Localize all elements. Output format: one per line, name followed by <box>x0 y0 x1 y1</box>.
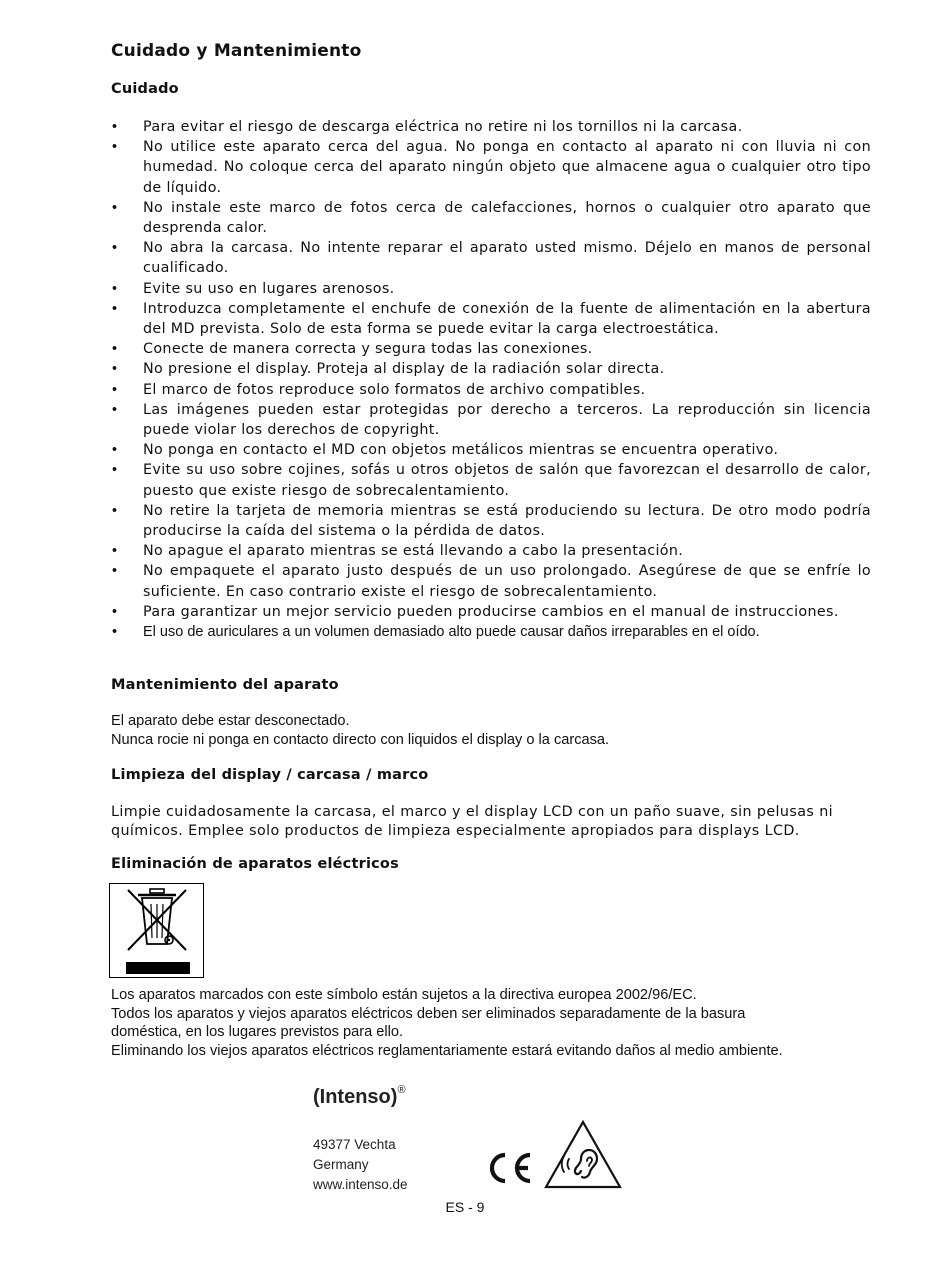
text-line: químicos. Emplee solo productos de limpieza especialmente apropiados para displays LCD. <box>111 822 800 839</box>
text-line: Los aparatos marcados con este símbolo están sujetos a la directiva europea 2002/96/EC. <box>111 987 697 1003</box>
list-item: • Conecte de manera correcta y segura todas las conexiones. <box>111 339 871 359</box>
list-item: • No instale este marco de fotos cerca de calefacciones, hornos o cualquier otro aparato que desprenda calor. <box>111 198 871 238</box>
care-heading: Cuidado <box>111 81 179 97</box>
list-item: • Evite su uso sobre cojines, sofás u otros objetos de salón que favorezcan el desarrollo de calor, puesto que existe riesgo de sobrecalentamiento. <box>111 460 871 500</box>
list-item: • Para garantizar un mejor servicio pueden producirse cambios en el manual de instrucciones. <box>111 602 871 622</box>
list-item: • Evite su uso en lugares arenosos. <box>111 279 871 299</box>
list-item: • No abra la carcasa. No intente reparar el aparato usted mismo. Déjelo en manos de personal cualificado. <box>111 238 871 278</box>
text-line: Nunca rocie ni ponga en contacto directo con liquidos el display o la carcasa. <box>111 731 610 748</box>
ce-mark-icon <box>484 1150 534 1190</box>
text-line: Eliminando los viejos aparatos eléctricos reglamentariamente estará evitando daños al medio ambiente. <box>111 1042 783 1059</box>
text-line: Limpie cuidadosamente la carcasa, el marco y el display LCD con un paño suave, sin pelusas ni <box>111 804 834 820</box>
cleaning-heading: Limpieza del display / carcasa / marco <box>111 767 429 783</box>
brand-name: (Intenso) <box>313 1086 398 1108</box>
list-item: • No empaquete el aparato justo después de un uso prolongado. Asegúrese de que se enfríe lo suficiente. En caso contrario existe el riesgo de sobrecalentamiento. <box>111 561 871 601</box>
list-item: • No apague el aparato mientras se está llevando a cabo la presentación. <box>111 541 871 561</box>
address-line: www.intenso.de <box>313 1177 408 1192</box>
text-line: doméstica, en los lugares previstos para ello. <box>111 1024 404 1040</box>
maintenance-heading: Mantenimiento del aparato <box>111 677 339 693</box>
brand-logo <box>313 1086 406 1109</box>
text-line: El aparato debe estar desconectado. <box>111 713 350 729</box>
list-item: • Para evitar el riesgo de descarga eléctrica no retire ni los tornillos ni la carcasa. <box>111 117 871 137</box>
address-line: 49377 Vechta <box>313 1137 396 1152</box>
registered-mark: ® <box>397 1084 406 1096</box>
care-list <box>111 117 871 642</box>
disposal-text <box>111 986 871 1060</box>
weee-crossed-bin-icon <box>109 883 204 978</box>
hearing-warning-icon <box>543 1119 623 1195</box>
list-item: • Introduzca completamente el enchufe de conexión de la fuente de alimentación en la abertura del MD prevista. Solo de esta forma se puede evitar la carga electroestática. <box>111 299 871 339</box>
list-item: • No utilice este aparato cerca del agua. No ponga en contacto al aparato ni con lluvia ni con humedad. No coloque cerca del aparato ningún objeto que almacene agua o cualquier otro tipo de líquido. <box>111 137 871 198</box>
disposal-heading: Eliminación de aparatos eléctricos <box>111 856 399 872</box>
manufacturer-address <box>313 1135 408 1195</box>
cleaning-text <box>111 803 871 840</box>
list-item: • No ponga en contacto el MD con objetos metálicos mientras se encuentra operativo. <box>111 440 871 460</box>
maintenance-text <box>111 712 871 749</box>
page-number: ES - 9 <box>445 1199 485 1215</box>
text-line: Todos los aparatos y viejos aparatos eléctricos deben ser eliminados separadamente de la basura <box>111 1005 746 1022</box>
page-title: Cuidado y Mantenimiento <box>111 41 362 61</box>
list-item: • No retire la tarjeta de memoria mientras se está produciendo su lectura. De otro modo podría producirse la caída del sistema o la pérdida de datos. <box>111 501 871 541</box>
list-item: • El uso de auriculares a un volumen demasiado alto puede causar daños irreparables en el oído. <box>111 622 871 642</box>
address-line: Germany <box>313 1157 369 1172</box>
list-item: • No presione el display. Proteja al display de la radiación solar directa. <box>111 359 871 379</box>
list-item: • El marco de fotos reproduce solo formatos de archivo compatibles. <box>111 380 871 400</box>
list-item: • Las imágenes pueden estar protegidas por derecho a terceros. La reproducción sin licencia puede violar los derechos de copyright. <box>111 400 871 440</box>
